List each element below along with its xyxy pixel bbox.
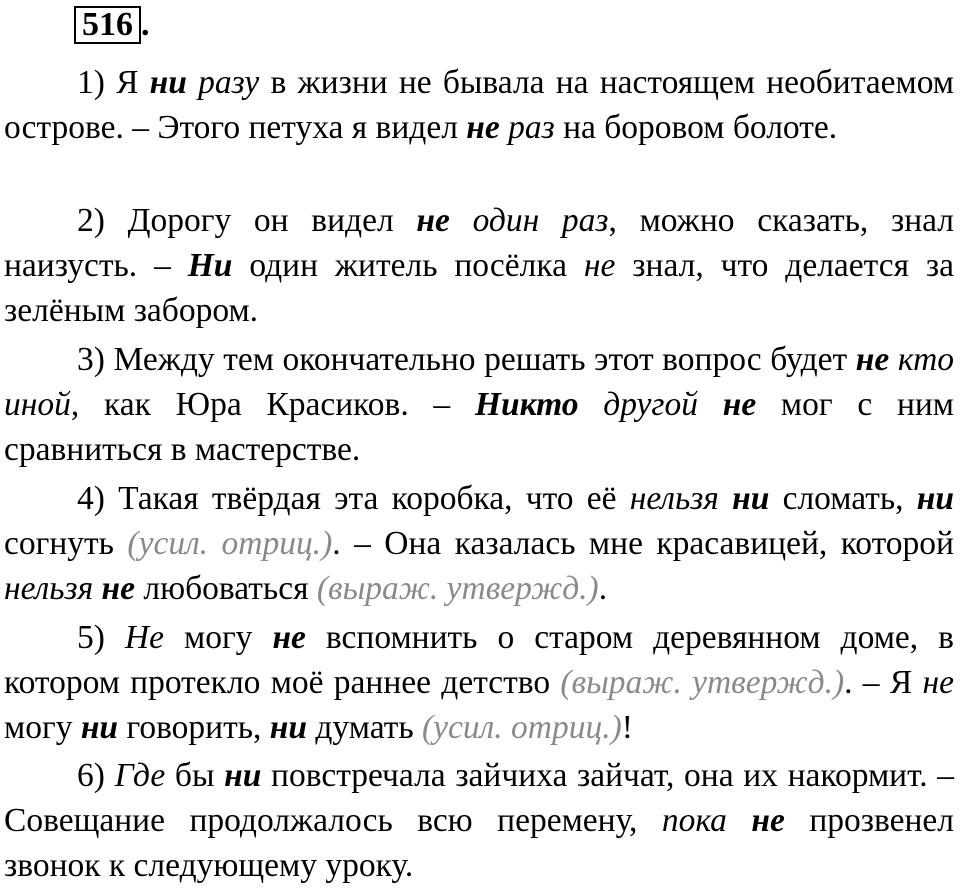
text-segment	[727, 802, 751, 839]
grammar-note: (усил. отриц.)	[127, 525, 333, 562]
grammar-note: (усил. отриц.)	[422, 709, 622, 746]
particle-ne: не	[466, 109, 500, 146]
text-segment: на боровом болоте.	[554, 109, 838, 146]
particle-ne: не	[272, 619, 306, 656]
text-segment: . – Она казалась мне красавицей, которой	[332, 525, 954, 562]
particle-ni: ни	[149, 64, 187, 101]
text-segment: бы	[165, 757, 225, 794]
italic-word: не	[583, 247, 616, 284]
text-segment: !	[621, 709, 633, 746]
text-segment: прозвенел звонок к следующему уроку.	[4, 802, 955, 884]
italic-word: кто иной	[4, 341, 955, 423]
grammar-note: (выраж. утвержд.)	[560, 664, 845, 701]
text-segment	[889, 341, 898, 378]
text-segment: 1) Я	[77, 64, 150, 101]
text-segment: , как Юра Красиков. –	[70, 386, 475, 423]
italic-word: пока	[661, 802, 727, 839]
text-segment: повстречала зайчиха зайчат, она их накормит. – Совещание продолжалось всю перемену,	[4, 757, 954, 839]
text-segment: 4) Такая твёрдая эта коробка, что её	[77, 480, 630, 517]
particle-ne: не	[416, 202, 450, 239]
italic-word: другой	[603, 386, 698, 423]
particle-ni: Ни	[187, 247, 233, 284]
particle-ni: ни	[269, 709, 308, 746]
paragraph-1	[4, 60, 954, 150]
italic-word: не	[922, 664, 954, 701]
text-segment: знал, что делается за зелёным забором.	[4, 247, 954, 329]
text-segment: могу	[4, 709, 81, 746]
italic-word: Где	[114, 757, 166, 794]
text-segment: 3) Между тем окончательно решать этот вопрос будет	[77, 341, 856, 378]
text-segment	[450, 202, 473, 239]
text-segment: согнуть	[4, 525, 128, 562]
text-segment	[187, 64, 198, 101]
text-segment	[579, 386, 604, 423]
grammar-note: (выраж. утвержд.)	[316, 570, 599, 607]
paragraph-5	[4, 615, 954, 750]
particle-ni: ни	[916, 480, 954, 517]
text-segment	[93, 570, 101, 607]
particle-ne: не	[855, 341, 890, 378]
text-segment: сломать,	[769, 480, 917, 517]
text-segment	[719, 480, 732, 517]
text-segment: любоваться	[135, 570, 317, 607]
particle-ne: не	[101, 570, 135, 607]
particle-ni: ни	[732, 480, 770, 517]
paragraph-4	[4, 476, 954, 611]
text-segment: думать	[307, 709, 423, 746]
pronoun-nikto: Никто	[474, 386, 579, 423]
exercise-number	[74, 6, 150, 42]
italic-word: нельзя	[4, 570, 94, 607]
italic-word: раз	[508, 109, 555, 146]
text-segment: мог с ним сравниться в мастерстве.	[4, 386, 955, 468]
text-segment	[698, 386, 723, 423]
exercise-number-dot: .	[141, 6, 150, 43]
text-segment: .	[598, 570, 608, 607]
italic-word: нельзя	[629, 480, 719, 517]
paragraph-3	[4, 337, 954, 472]
particle-ni: ни	[224, 757, 262, 794]
text-segment	[500, 109, 508, 146]
text-segment: говорить,	[118, 709, 270, 746]
text-segment: 5)	[77, 619, 125, 656]
text-segment: , можно сказать, знал наизусть. –	[4, 202, 954, 284]
text-segment: один житель посёлка	[232, 247, 584, 284]
particle-ni: ни	[80, 709, 119, 746]
paragraph-6	[4, 753, 954, 888]
paragraph-2	[4, 198, 954, 333]
text-segment: вспомнить о старом деревянном доме, в котором протекло моё раннее детство	[4, 619, 954, 701]
text-segment: могу	[163, 619, 273, 656]
italic-word: Не	[124, 619, 164, 656]
text-segment: 6)	[77, 757, 115, 794]
text-segment: . – Я	[844, 664, 923, 701]
text-segment: 2) Дорогу он видел	[77, 202, 417, 239]
exercise-number-box: 516	[74, 6, 141, 44]
text-segment: в жизни не бывала на настоящем необитаемом острове. – Этого петуха я видел	[4, 64, 955, 146]
italic-word: разу	[198, 64, 260, 101]
particle-ne: не	[751, 802, 785, 839]
particle-ne: не	[722, 386, 757, 423]
italic-word: один раз	[472, 202, 609, 239]
